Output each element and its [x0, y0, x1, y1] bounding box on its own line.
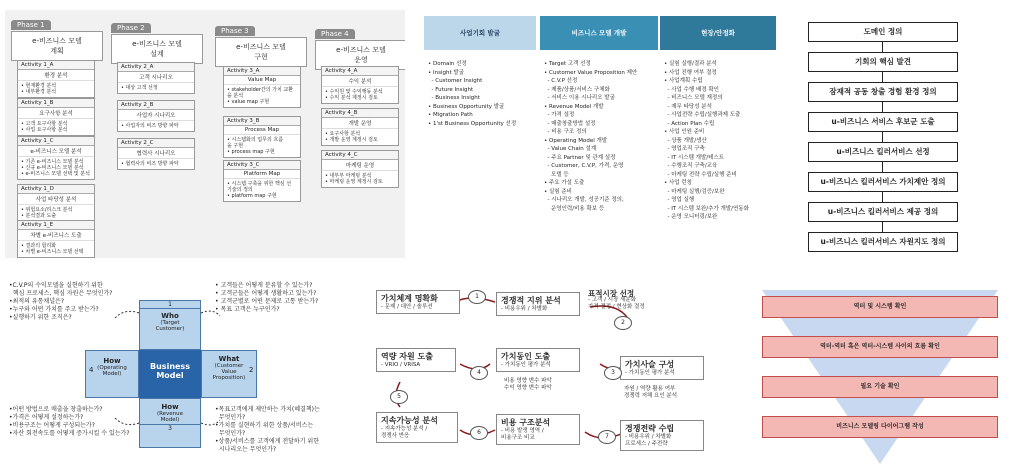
activity-items: • 결과의 합리화 • 차별 e-비즈니스 모델 선택 — [21, 243, 84, 255]
column-item: - 서비스 이용 시나리오 발굴 — [544, 95, 615, 101]
flow-step-4: u-비즈니스 서비스 후보군 도출 — [808, 112, 958, 132]
phase-3 — [215, 18, 307, 67]
column-item: - Customer, C.V.P, 가격, 운영 — [544, 163, 624, 169]
column-header-1 — [424, 16, 536, 50]
phase-tab: Phase 4 — [315, 29, 355, 39]
activity-title: 고객 시나리오 — [118, 72, 194, 83]
activity-id: Activity 4_B — [322, 109, 398, 118]
activity-items: • 시스템화의 업무의 흐름 을 구현 • process map 구현 — [227, 137, 284, 155]
activity-box — [223, 116, 301, 158]
activity-id: Activity 2_C — [118, 139, 194, 148]
column-header-2 — [540, 16, 658, 50]
phase-title: e-비즈니스 모델 — [336, 46, 386, 54]
value-chain-title: 가치사슬 구성 — [625, 360, 675, 369]
column-item: 운영인력/비용 확보 등 — [544, 205, 605, 212]
column-item: • 주요 가설 도출 — [544, 180, 585, 186]
activity-items: • 내부부 마케팅 분석 • 마케팅 운영 계정시 검토 — [325, 173, 383, 185]
activity-title: 협력사 시나리오 — [118, 148, 194, 159]
column-item: • Business Opportunity 발굴 — [428, 103, 505, 110]
step-number-2: 2 — [614, 316, 632, 330]
activity-box — [17, 136, 95, 180]
question-line: •가격은 어떻게 설정하는가? — [9, 414, 84, 421]
how-op-label: How — [103, 357, 121, 365]
column-item: - 사업전략 수립/실행과제 도출 — [664, 112, 741, 118]
capability-title: 역량 자원 도출 — [381, 352, 433, 361]
activity-box — [117, 138, 195, 170]
u-business-flowchart — [800, 14, 1008, 264]
column-header-3-label: 현장/안정화 — [701, 29, 735, 37]
step-number-6: 6 — [470, 426, 488, 440]
target-market-text — [588, 290, 708, 311]
how-op-sub: (Operating Model) — [97, 365, 127, 377]
column-item: • Target 고객 선정 — [544, 61, 591, 67]
activity-items: • 기존 e-비즈니스 모델 분석 • 신규 e-비즈니스 모델 분석 • e-비즈니스 모델 선택 및 분석 — [21, 159, 90, 177]
phase-4 — [315, 21, 405, 70]
column-item: - 마케팅 실행/검증/보완 — [664, 188, 725, 195]
activity-items: • 요구사항 분석 • 개발 운영 계정시 검토 — [325, 131, 378, 143]
activity-items: • 현재환경 분석 • 내부환경 분석 — [21, 83, 57, 95]
activity-title: 개발 운영 — [322, 118, 398, 129]
phase-sub: 계획 — [50, 47, 64, 55]
activity-title: e-비즈니스 모델 분석 — [18, 146, 94, 157]
activity-box — [223, 66, 301, 108]
column-item: • Insight 발굴 — [428, 69, 465, 76]
activity-title: Value Map — [224, 76, 300, 85]
how-rev-sub: (Revenue Model) — [156, 411, 184, 423]
activity-id: Activity 2_A — [118, 63, 194, 72]
value-chain-text: 자원 / 역량 활용 여부 경쟁력 저해 요인 분석 — [624, 386, 678, 399]
column-item: - 마케팅 전략 수립/실행 준비 — [664, 171, 737, 178]
what-label: What — [218, 355, 240, 363]
column-item: • 1'st Business Opportunity 선정 — [428, 120, 517, 127]
value-driver-text: 비용 영향 변수 파악 수익 영향 변수 파악 — [504, 378, 552, 391]
activity-id: Activity 4_A — [322, 67, 398, 76]
flow-arrow — [882, 132, 883, 142]
phase-tab: Phase 3 — [215, 26, 255, 36]
question-line: 무엇인가? — [215, 430, 246, 437]
box-sustainability — [376, 412, 458, 443]
activity-box — [17, 220, 95, 258]
column-item: • 실험 준비 — [544, 188, 572, 195]
box-value-chain — [620, 356, 704, 380]
box-value-driver — [496, 348, 580, 372]
activity-title: Platform Map — [224, 170, 300, 179]
step-number-7: 7 — [598, 430, 616, 444]
target-market-sub: - 고객 / 시장 세분화 가격 결정 / 현상화 결정 — [588, 297, 645, 310]
phase-box — [111, 34, 203, 64]
column-item: • Customer Value Proposition 제안 — [544, 69, 638, 76]
column-item: - 상품 개발/생산 — [664, 137, 707, 144]
how-rev-label: How — [161, 403, 179, 411]
activity-id: Activity 1_A — [18, 61, 94, 70]
competitive-strategy-flow — [370, 282, 710, 466]
phase-title: e-비즈니스 모델 — [236, 43, 286, 51]
activity-title: 환경 분석 — [18, 70, 94, 81]
activity-id: Activity 1_E — [18, 221, 94, 230]
question-line: 핵심 프로세스, 핵심 자원은 무엇인가? — [9, 290, 113, 297]
phase-box — [11, 31, 103, 61]
column-item: - Value Chain 설계 — [544, 146, 597, 152]
question-line: •C.V.P의 수익모델을 실현하기 위한 — [9, 282, 103, 289]
business-model-cross — [5, 278, 405, 463]
question-line: • 목표 고객은 누구인가? — [215, 306, 280, 313]
funnel-step-2: 역터-역터 혹은 역터-시스템 사이의 흐름 확인 — [762, 336, 998, 358]
cost-structure-sub: - 비용 발생 영역 / 비용구조 비교 — [501, 428, 544, 441]
column-item: - 주요 Partner 및 관계 설정 — [544, 154, 616, 161]
column-header-1-label: 사업기회 발굴 — [460, 29, 500, 37]
activity-id: Activity 3_B — [224, 117, 300, 126]
activity-items: • 사업자의 비즈 방향 파악 — [121, 123, 179, 129]
activity-box — [17, 184, 95, 222]
funnel-step-3: 필요 기술 확인 — [762, 376, 998, 398]
box-competitive-position — [496, 292, 580, 316]
column-list-1 — [428, 60, 534, 128]
activity-id: Activity 1_B — [18, 99, 94, 108]
column-item: - 제품/상품/서비스 구체화 — [544, 86, 610, 93]
flow-arrow — [882, 42, 883, 52]
activity-title: 사업자 시나리오 — [118, 110, 194, 121]
activity-items: • 대상 고객 선정 — [121, 85, 158, 91]
modeling-funnel — [760, 286, 1010, 468]
funnel-step-4: 비즈니스 모델링 다이어그램 작성 — [762, 416, 998, 438]
column-item: - Business Insight — [428, 95, 480, 101]
phase-box — [215, 37, 307, 67]
column-header-3 — [660, 16, 776, 50]
activity-box — [223, 160, 301, 202]
column-item: - 운영 모니터링/보완 — [664, 214, 718, 220]
column-item: - 영업조직 구축 — [664, 146, 705, 152]
cost-structure-title: 비용 구조분석 — [501, 418, 551, 427]
question-line: •가치를 실현하기 위한 상품/서비스는 — [215, 422, 314, 429]
activity-id: Activity 3_C — [224, 161, 300, 170]
column-item: - IT 시스템 보완/추가 개발/연동화 — [664, 205, 749, 212]
what-number: 2 — [249, 366, 254, 374]
flow-step-7: u-비즈니스 킬러서비스 제공 정의 — [808, 202, 958, 222]
step-number-1: 1 — [468, 290, 486, 304]
business-model-center: Business Model — [139, 350, 201, 398]
column-item: - 비용 구조 정의 — [544, 129, 587, 135]
step-number-3: 3 — [604, 366, 622, 380]
question-line: • 고객군들은 어떻게 생활하고 있는가? — [215, 290, 317, 297]
column-item: - Customer Insight — [428, 78, 483, 84]
who-number: 1 — [140, 301, 200, 309]
activity-box — [17, 98, 95, 136]
step-number-5: 5 — [390, 390, 408, 404]
activity-id: Activity 2_B — [118, 101, 194, 110]
flow-arrow — [882, 72, 883, 82]
column-item: - 재무 타당성 분석 — [664, 103, 712, 110]
step-number-4: 4 — [470, 366, 488, 380]
activity-items: • 고객 요구사항 분석 • 사업 요구사항 분석 — [21, 121, 68, 133]
value-system-sub: - 문제 / 대안 / 솔루션 — [381, 304, 433, 310]
value-driver-title: 가치동인 도출 — [501, 352, 551, 361]
value-chain-sub: - 가치동인 평가 분석 — [625, 370, 675, 376]
activity-items: • 협력사의 비즈 방향 파악 — [121, 161, 179, 167]
box-cost-structure — [496, 414, 580, 445]
activity-box — [321, 66, 399, 104]
column-item: - 시나리오 개발, 성공기준 정의, — [544, 197, 624, 203]
phase-title: e-비즈니스 모델 — [132, 40, 182, 48]
activity-box — [321, 108, 399, 146]
column-item: • 사업 인원 준비 — [664, 129, 705, 135]
column-item: • Migration Path — [428, 112, 473, 118]
flow-arrow — [882, 162, 883, 172]
column-header-2-label: 비즈니스 모델 개발 — [571, 29, 627, 37]
competitive-strategy-sub: - 비용우위 / 차별화 프로세스 / 주전략 — [625, 434, 672, 447]
column-item: 모델 등 — [544, 171, 569, 178]
activity-items: • 위험요소/리스크 분석 • 분석결과 도출 — [21, 207, 73, 219]
value-system-title: 가치체계 명확화 — [381, 294, 438, 303]
box-value-system — [376, 290, 460, 314]
column-item: • Operating Model 개발 — [544, 137, 608, 144]
activity-title: 요구사항 분석 — [18, 108, 94, 119]
target-market-title: 표적시장 선정 — [588, 289, 635, 298]
phase-2 — [111, 15, 203, 64]
activity-title: 차별 e-비즈니스 도출 — [18, 230, 94, 241]
activity-items: • 시스템 구축을 위한 핵심 선 기술의 정의 • platform map 구현 — [227, 181, 292, 199]
flow-arrow — [882, 222, 883, 232]
activity-box — [321, 150, 399, 188]
question-line: •누구와 어떤 가치를 주고 받는가? — [9, 306, 99, 313]
column-list-2 — [544, 60, 658, 213]
connector-lines — [5, 278, 405, 463]
column-item: - 매출창출방법 설정 — [544, 120, 596, 127]
column-item: • Revenue Model 개발 — [544, 103, 604, 110]
activity-box — [117, 62, 195, 94]
question-line: •비용구조는 어떻게 구성되는가? — [9, 422, 95, 429]
phase-sub: 설계 — [150, 50, 164, 58]
column-item: - Future Insight — [428, 86, 474, 93]
flow-arrow — [882, 192, 883, 202]
column-item: - 수행조직 구축/교육 — [664, 163, 718, 169]
phase-sub: 구현 — [254, 53, 268, 61]
sustainability-title: 지속가능성 분석 — [381, 416, 438, 425]
question-line: • 고객들은 어떻게 분류할 수 있는가? — [215, 282, 313, 289]
how-rev-number: 3 — [140, 424, 200, 432]
sustainability-sub: - 지속가능성 분석 / 경쟁사 반응 — [381, 426, 428, 439]
value-driver-sub: - 가치동인 평가 분석 — [501, 362, 551, 368]
column-item: • 사업계획 수립 — [664, 78, 703, 84]
business-development-columns — [424, 16, 776, 258]
question-line: • 고객군별로 어떤 문제로 고통 받는가? — [215, 298, 319, 305]
column-item: • 실험 실행/결과 분석 — [664, 61, 717, 67]
column-item: - C.V.P 선정 — [544, 78, 578, 84]
activity-title: Process Map — [224, 126, 300, 135]
competitive-position-title: 경쟁적 지위 분석 — [501, 296, 561, 305]
question-line: •상품/서비스를 고객에게 전달하기 위한 — [215, 438, 320, 445]
column-list-3 — [664, 60, 776, 222]
competitive-position-sub: - 비용우위 / 차별화 — [501, 306, 548, 312]
activity-title: 마케팅 운영 — [322, 160, 398, 171]
phase-1 — [11, 12, 103, 61]
phase-title: e-비즈니스 모델 — [32, 37, 82, 45]
phase-tab: Phase 1 — [11, 20, 51, 30]
activity-box — [117, 100, 195, 132]
flow-step-1: 도메인 정의 — [808, 22, 958, 42]
column-item: - IT 시스템 개발/테스트 — [664, 154, 725, 161]
question-line: 무엇인가? — [215, 414, 246, 421]
question-line: •목표고객에게 제안하는 가치(혜결책)는 — [215, 406, 320, 413]
column-item: - 비즈니스 모델 재정의 — [664, 95, 723, 101]
activity-box — [17, 60, 95, 98]
capability-sub: - VRIO / VRISA — [381, 362, 421, 368]
flow-step-2: 기회의 핵심 발견 — [808, 52, 958, 72]
flow-step-5: u-비즈니스 킬러서비스 선정 — [808, 142, 958, 162]
phase-process-diagram — [5, 10, 405, 258]
activity-items: • stakeholder간의 가치 교환 을 분석 • value map 구현 — [227, 87, 294, 105]
flow-step-8: u-비즈니스 킬러서비스 자원지도 정의 — [808, 232, 958, 252]
column-item: - 가격 설정 — [544, 112, 575, 118]
phase-sub: 운영 — [354, 56, 368, 64]
competitive-strategy-title: 경쟁전략 수립 — [625, 424, 675, 433]
question-line: •실행하기 위한 조직은? — [9, 314, 72, 321]
funnel-step-1: 역터 및 시스템 확인 — [762, 296, 998, 318]
question-line: •어떤 방법으로 매출을 창출하는가? — [9, 406, 103, 413]
flow-step-6: u-비즈니스 킬러서비스 가치제안 정의 — [808, 172, 958, 192]
flow-step-3: 잠재적 공동 창출 경험 환경 정의 — [808, 82, 958, 102]
how-op-number: 4 — [89, 366, 94, 374]
who-label: Who — [161, 312, 179, 320]
box-capability — [376, 348, 456, 372]
activity-title: 수익 분석 — [322, 76, 398, 87]
activity-id: Activity 4_C — [322, 151, 398, 160]
activity-title: 사업 타당성 분석 — [18, 194, 94, 205]
flow-arrow — [882, 102, 883, 112]
column-item: - 사업 수행 배경 확인 — [664, 86, 719, 93]
question-line: •최적의 유통채널은? — [9, 298, 64, 305]
column-item: - 영업 실행 — [664, 197, 695, 203]
phase-tab: Phase 2 — [111, 23, 151, 33]
activity-items: • 수익원 및 수익행동 분석 • 수익 분석 계정시 검토 — [325, 89, 383, 101]
column-item: - Action Plan 수립 — [664, 120, 715, 127]
activity-id: Activity 3_A — [224, 67, 300, 76]
activity-id: Activity 1_D — [18, 185, 94, 194]
question-line: 시나리오는 무엇인가? — [215, 446, 277, 453]
column-item: • Domain 선정 — [428, 61, 467, 67]
column-item: • 사업 진행 여부 결정 — [664, 69, 717, 76]
column-item: • 사업 런칭 — [664, 180, 692, 186]
what-sub: (Customer Value Proposition) — [212, 363, 246, 381]
box-competitive-strategy — [620, 420, 704, 451]
question-line: •자산 회전속도를 어떻게 증가시킬 수 있는가? — [9, 430, 130, 437]
who-sub: (Target Customer) — [155, 320, 185, 332]
activity-id: Activity 1_C — [18, 137, 94, 146]
